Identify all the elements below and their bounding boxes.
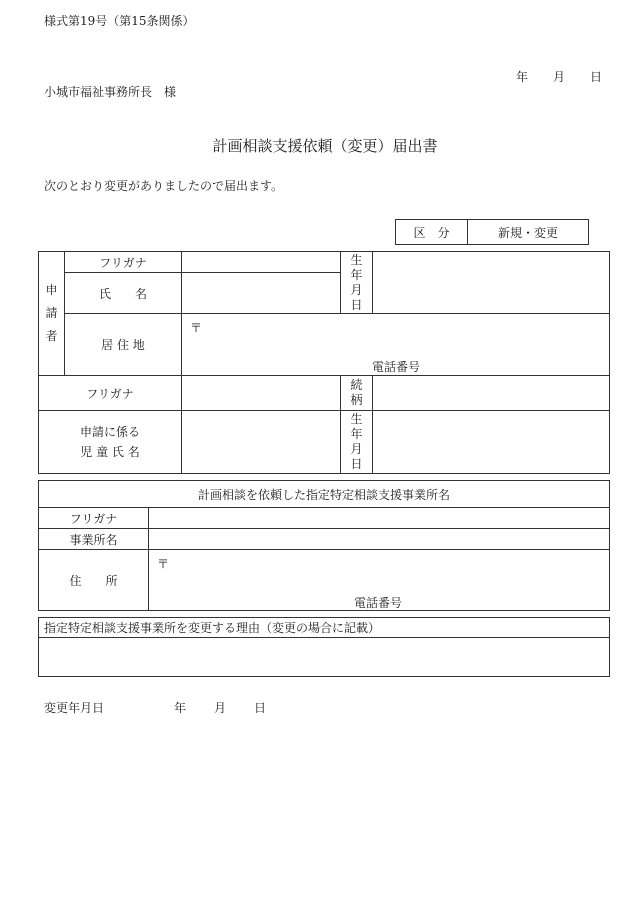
child-birth-field[interactable]: [373, 411, 610, 474]
child-furigana-label: フリガナ: [39, 376, 182, 411]
postal-mark: 〒: [190, 321, 203, 335]
child-relation-label: 続 柄: [341, 376, 373, 411]
date-year-label: 年: [516, 70, 529, 84]
reason-field[interactable]: [39, 638, 610, 677]
applicant-name-field[interactable]: [182, 273, 341, 314]
change-date-year: 年: [174, 701, 187, 715]
applicant-table: [38, 251, 610, 474]
change-date-day: 日: [254, 701, 267, 715]
child-name-label: 申請に係る 児 童 氏 名: [39, 411, 182, 474]
change-date-month: 月: [214, 701, 227, 715]
agency-office-name-field[interactable]: [149, 529, 610, 550]
reason-table: [38, 617, 610, 677]
child-relation-field[interactable]: [373, 376, 610, 411]
applicant-furigana-field[interactable]: [182, 252, 341, 273]
kubun-box: [395, 219, 589, 245]
agency-address-field[interactable]: [149, 550, 610, 611]
agency-table: [38, 480, 610, 611]
agency-address-label: 住 所: [39, 550, 149, 611]
agency-postal-mark: 〒: [157, 557, 170, 571]
applicant-phone-label: 電話番号: [372, 360, 421, 374]
addressee: 小城市福祉事務所長 様: [44, 85, 177, 99]
agency-furigana-field[interactable]: [149, 508, 610, 529]
agency-furigana-label: フリガナ: [39, 508, 149, 529]
child-furigana-field[interactable]: [182, 376, 341, 411]
applicant-furigana-label: フリガナ: [65, 252, 182, 273]
change-date-label: 変更年月日: [44, 701, 105, 715]
kubun-value[interactable]: 新規・変更: [468, 220, 589, 245]
kubun-label: 区 分: [396, 220, 468, 245]
applicant-name-label: 氏 名: [65, 273, 182, 314]
agency-heading: 計画相談を依頼した指定特定相談支援事業所名: [39, 481, 610, 508]
applicant-address-label: 居 住 地: [65, 314, 182, 376]
change-date: [44, 702, 266, 714]
date-month-label: 月: [553, 70, 566, 84]
agency-phone-label: 電話番号: [354, 596, 403, 610]
date-day-label: 日: [590, 70, 603, 84]
child-name-field[interactable]: [182, 411, 341, 474]
intro-text: 次のとおり変更がありましたので届出ます。: [44, 179, 284, 193]
reason-heading: 指定特定相談支援事業所を変更する理由（変更の場合に記載）: [39, 618, 610, 638]
document-title: 計画相談支援依頼（変更）届出書: [212, 137, 438, 155]
applicant-section-label: 申 請 者: [39, 252, 65, 376]
applicant-birth-label: 生 年 月 日: [341, 252, 373, 314]
submission-date: [516, 71, 602, 83]
applicant-birth-field[interactable]: [373, 252, 610, 314]
applicant-address-field[interactable]: [182, 314, 610, 376]
child-birth-label: 生 年 月 日: [341, 411, 373, 474]
form-number: 様式第19号（第15条関係）: [44, 14, 195, 28]
agency-office-name-label: 事業所名: [39, 529, 149, 550]
